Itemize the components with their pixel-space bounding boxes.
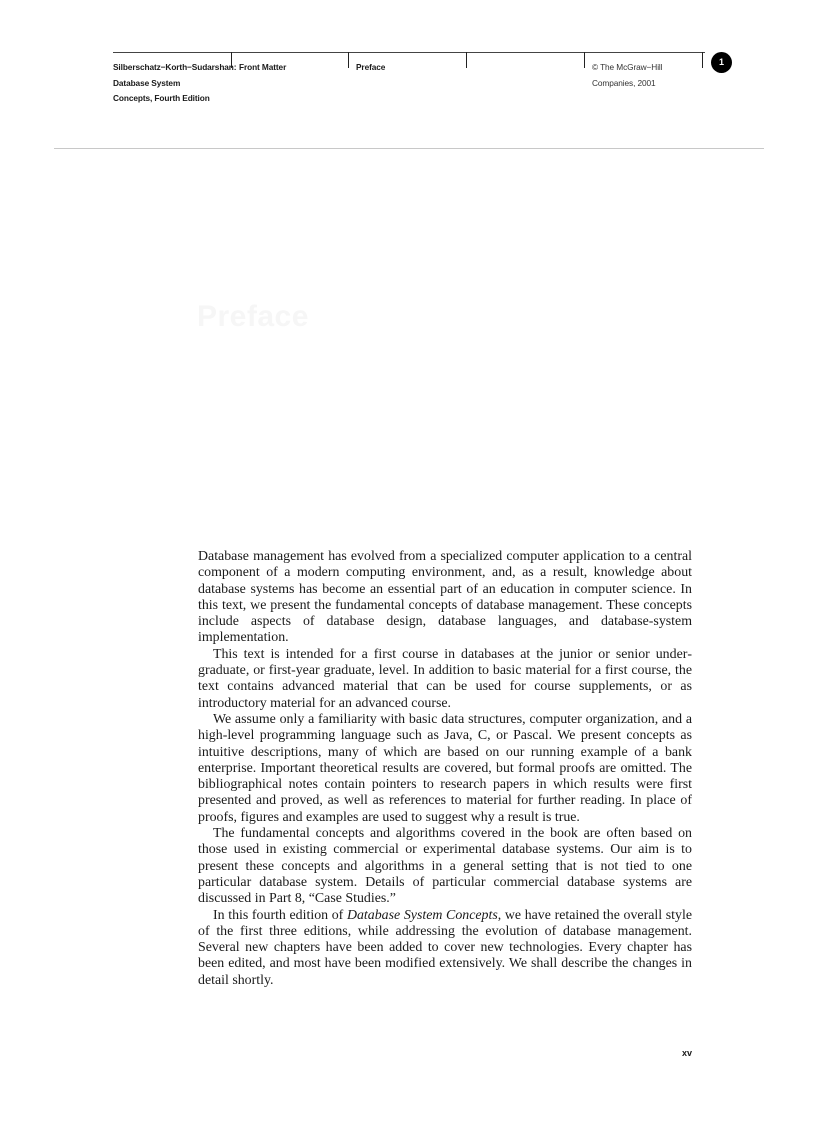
chapter-title: Preface bbox=[197, 300, 309, 333]
book-title-italic: Database System Concepts bbox=[346, 907, 498, 923]
header-authors: Silberschatz−Korth−Sudarshan: bbox=[113, 62, 237, 72]
paragraph bbox=[198, 908, 692, 989]
header-cell-empty bbox=[466, 52, 585, 68]
paragraph: Database management has evolved from a specialized computer application to a central component of a modern computing environment, and, as a result, knowledge about database systems has become an essential part of an education in computer science. In this text, we present the fundamental concepts of database management. These concepts include aspects of database design, database languages, and database-system implementation. bbox=[198, 549, 692, 646]
header-section: Preface bbox=[356, 62, 386, 72]
header-book-line1: Database System bbox=[113, 77, 181, 88]
running-header bbox=[113, 52, 705, 110]
page-folio: xv bbox=[681, 1048, 692, 1058]
paragraph-text: In this fourth edition of bbox=[213, 907, 347, 923]
header-part: Front Matter bbox=[239, 62, 287, 72]
header-authors-block bbox=[113, 60, 236, 107]
header-copyright-block bbox=[592, 60, 662, 91]
paragraph: We assume only a familiarity with basic data structures, computer organization, and a high-level programming language such as Java, C, or Pascal. We present concepts as intuitive descriptions, many of which are based on our running example of a bank enterprise. Important theoretical results are covered, but formal proofs are omitted. The bibliographical notes contain pointers to research papers in which results were first presented and proved, as well as references to material for further reading. In place of proofs, figures and examples are used to suggest why a result is true. bbox=[198, 711, 692, 825]
header-divider bbox=[54, 148, 764, 149]
header-book-line2: Concepts, Fourth Edition bbox=[113, 93, 210, 103]
body-text bbox=[198, 549, 692, 989]
paragraph: This text is intended for a first course in databases at the junior or senior undergraduate, or first-year graduate, level. In addition to basic material for a first course, the text contains advanced material that can be used for course supplements, or as introductory material for an advanced course. bbox=[198, 646, 692, 711]
page-number-badge: 1 bbox=[711, 52, 732, 73]
paragraph-text: , we have retained the overall style of the first three editions, while addressing the evolution of database management. Several new chapters have been added to cover new technologies. Every chapter has been edited, and most have been modified extensively. We shall describe the changes in detail shortly. bbox=[198, 907, 692, 988]
header-copyright-line1: © The McGraw−Hill bbox=[592, 62, 663, 72]
header-copyright-line2: Companies, 2001 bbox=[592, 77, 656, 88]
paragraph: The fundamental concepts and algorithms covered in the book are often based on those used in existing commercial or experimental database systems. Our aim is to present these concepts and algorithms in a general setting that is not tied to one particular database system. Details of particular commercial database systems are discussed in Part 8, “Case Studies.” bbox=[198, 826, 692, 907]
